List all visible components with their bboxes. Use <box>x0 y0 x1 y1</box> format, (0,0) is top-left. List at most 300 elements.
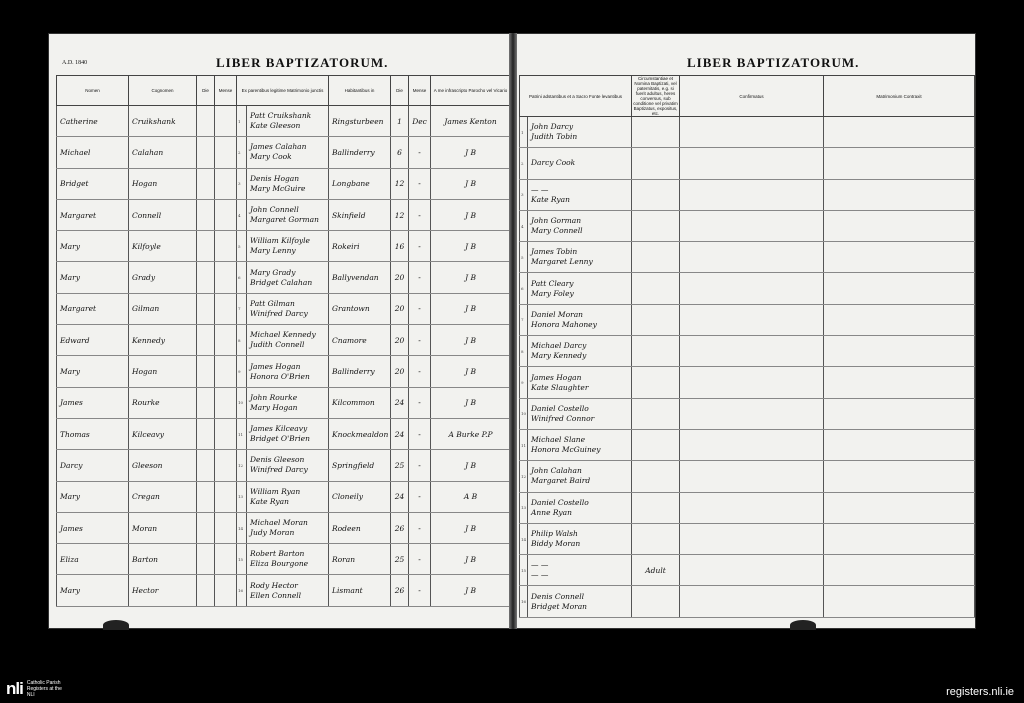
sponsors-names <box>528 523 632 554</box>
marriage <box>824 148 975 179</box>
birth-month <box>215 418 237 449</box>
child-surname: Barton <box>129 544 197 575</box>
entry-number: 5 <box>520 242 528 273</box>
sponsors-names-line-2: Bridget Moran <box>531 601 588 611</box>
baptism-month: - <box>409 231 431 262</box>
residence: Cnamore <box>329 325 391 356</box>
baptism-day: 24 <box>391 481 409 512</box>
baptism-day: 25 <box>391 450 409 481</box>
child-surname: Cruikshank <box>129 106 197 137</box>
table-row <box>520 523 975 554</box>
table-row <box>57 199 511 230</box>
entry-number: 2 <box>237 137 247 168</box>
table-row <box>520 273 975 304</box>
parents-names-line-2: Margaret Gorman <box>250 215 319 225</box>
baptizing-priest: J B <box>431 356 511 387</box>
parents-names-line-2: Honora O'Brien <box>250 371 310 381</box>
parents-names <box>247 325 329 356</box>
child-first-name: Mary <box>57 231 129 262</box>
parents-names-line-2: Bridget Calahan <box>250 277 313 287</box>
book-spine <box>509 33 517 629</box>
header-a-me: A me infrascripto Parocho vel Vicario <box>431 76 511 106</box>
child-first-name: Eliza <box>57 544 129 575</box>
parents-names <box>247 168 329 199</box>
marriage <box>824 429 975 460</box>
sponsors-names <box>528 367 632 398</box>
parents-names-line-2: Kate Gleeson <box>250 121 301 131</box>
table-row <box>520 429 975 460</box>
residence: Rokeiri <box>329 231 391 262</box>
binding-ring <box>790 620 816 630</box>
child-first-name: Bridget <box>57 168 129 199</box>
baptizing-priest: J B <box>431 512 511 543</box>
entry-number: 8 <box>520 336 528 367</box>
baptizing-priest: J B <box>431 137 511 168</box>
parents-names-line-2: Ellen Connell <box>250 590 302 600</box>
baptism-month: - <box>409 262 431 293</box>
sponsors-names-line-2: Anne Ryan <box>531 507 572 517</box>
birth-month <box>215 293 237 324</box>
child-surname: Hogan <box>129 168 197 199</box>
birth-day <box>197 544 215 575</box>
sponsors-names-line-1: John Calahan <box>531 466 582 476</box>
table-row <box>520 242 975 273</box>
birth-day <box>197 356 215 387</box>
baptism-day: 20 <box>391 325 409 356</box>
right-rows <box>520 117 975 618</box>
baptizing-priest: J B <box>431 293 511 324</box>
parents-names-line-2: Kate Ryan <box>250 496 289 506</box>
sponsors-names-line-2: Mary Kennedy <box>531 351 587 361</box>
entry-number: 11 <box>237 418 247 449</box>
circumstances <box>632 179 680 210</box>
parents-names-line-1: Michael Moran <box>250 518 308 527</box>
left-rows <box>57 106 511 607</box>
sponsors-names <box>528 429 632 460</box>
left-register-page <box>48 33 513 629</box>
parents-names-line-2: Mary Cook <box>250 152 292 162</box>
table-row <box>57 575 511 606</box>
entry-number: 10 <box>237 387 247 418</box>
birth-day <box>197 575 215 606</box>
entry-number: 9 <box>520 367 528 398</box>
circumstances <box>632 242 680 273</box>
confirmation <box>680 429 824 460</box>
residence: Springfield <box>329 450 391 481</box>
residence: Cloneily <box>329 481 391 512</box>
parents-names-line-1: James Calahan <box>250 142 307 152</box>
child-surname: Kilfoyle <box>129 231 197 262</box>
baptism-month: - <box>409 293 431 324</box>
table-row <box>57 293 511 324</box>
residence: Ballyvendan <box>329 262 391 293</box>
parents-names-line-2: Bridget O'Brien <box>250 434 310 444</box>
sponsors-names-line-1: James Tobin <box>531 247 578 257</box>
parents-names <box>247 481 329 512</box>
marriage <box>824 242 975 273</box>
parents-names <box>247 575 329 606</box>
entry-number: 1 <box>237 106 247 137</box>
entry-number: 11 <box>520 429 528 460</box>
parents-names <box>247 199 329 230</box>
entry-number: 16 <box>520 586 528 617</box>
baptism-day: 12 <box>391 168 409 199</box>
birth-month <box>215 481 237 512</box>
baptism-month: - <box>409 418 431 449</box>
confirmation <box>680 148 824 179</box>
sponsors-names-line-2: Mary Connell <box>531 226 583 236</box>
table-row <box>520 148 975 179</box>
circumstances <box>632 523 680 554</box>
table-row <box>57 512 511 543</box>
residence: Rodeen <box>329 512 391 543</box>
confirmation <box>680 117 824 148</box>
marriage <box>824 336 975 367</box>
child-surname: Kilceavy <box>129 418 197 449</box>
binding-ring <box>103 620 129 630</box>
table-row <box>57 325 511 356</box>
entry-number: 1 <box>520 117 528 148</box>
confirmation <box>680 492 824 523</box>
entry-number: 10 <box>520 398 528 429</box>
entry-number: 16 <box>237 575 247 606</box>
sponsors-names-line-1: Denis Connell <box>531 591 585 601</box>
entry-number: 9 <box>237 356 247 387</box>
header-natus-mense: Mense <box>215 76 237 106</box>
sponsors-names <box>528 179 632 210</box>
sponsors-names-line-1: Philip Walsh <box>531 529 578 538</box>
baptism-month: Dec <box>409 106 431 137</box>
header-habitantibus: Habitantibus in <box>329 76 391 106</box>
entry-number: 14 <box>520 523 528 554</box>
header-matrimonium: Matrimonium Contraxit <box>824 76 975 117</box>
confirmation <box>680 367 824 398</box>
table-row <box>520 367 975 398</box>
table-row <box>520 179 975 210</box>
child-first-name: James <box>57 512 129 543</box>
table-row <box>57 137 511 168</box>
sponsors-names-line-2: Honora Mahoney <box>531 319 597 329</box>
child-first-name: James <box>57 387 129 418</box>
circumstances <box>632 398 680 429</box>
entry-number: 3 <box>520 179 528 210</box>
site-link[interactable]: registers.nli.ie <box>946 686 1014 698</box>
sponsors-names-line-2: Kate Slaughter <box>531 382 589 392</box>
left-page-title: LIBER BAPTIZATORUM. <box>216 55 389 70</box>
baptizing-priest: A Burke P.P <box>431 418 511 449</box>
marriage <box>824 179 975 210</box>
marriage <box>824 586 975 617</box>
header-ritu-mense: Mense <box>409 76 431 106</box>
circumstances <box>632 148 680 179</box>
parents-names <box>247 450 329 481</box>
parents-names <box>247 293 329 324</box>
circumstances <box>632 304 680 335</box>
confirmation <box>680 336 824 367</box>
circumstances: Adult <box>632 555 680 586</box>
entry-number: 12 <box>237 450 247 481</box>
circumstances <box>632 461 680 492</box>
header-natus-die: Die <box>197 76 215 106</box>
parents-names-line-2: Mary McGuire <box>250 183 306 193</box>
entry-number: 6 <box>237 262 247 293</box>
baptism-month: - <box>409 168 431 199</box>
header-ritu-die: Die <box>391 76 409 106</box>
parents-names <box>247 137 329 168</box>
confirmation <box>680 273 824 304</box>
entry-number: 7 <box>237 293 247 324</box>
baptism-month: - <box>409 199 431 230</box>
baptism-day: 6 <box>391 137 409 168</box>
child-surname: Calahan <box>129 137 197 168</box>
entry-number: 5 <box>237 231 247 262</box>
year-label: A.D. 1840 <box>62 60 88 66</box>
baptism-month: - <box>409 356 431 387</box>
sponsors-names-line-1: Darcy Cook <box>531 158 576 168</box>
parents-names <box>247 418 329 449</box>
entry-number: 12 <box>520 461 528 492</box>
parents-names-line-2: Judy Moran <box>250 528 295 537</box>
birth-month <box>215 262 237 293</box>
child-surname: Grady <box>129 262 197 293</box>
table-row <box>520 555 975 586</box>
baptizing-priest: A B <box>431 481 511 512</box>
marriage <box>824 461 975 492</box>
baptism-register-table <box>56 75 511 607</box>
residence: Ringsturbeen <box>329 106 391 137</box>
entry-number: 3 <box>237 168 247 199</box>
sponsors-names-line-1: — — <box>531 184 549 194</box>
parents-names-line-2: Winifred Darcy <box>250 465 308 475</box>
confirmation <box>680 523 824 554</box>
sponsors-names-line-1: Daniel Moran <box>531 309 584 319</box>
table-row <box>520 461 975 492</box>
right-page-title: LIBER BAPTIZATORUM. <box>687 55 860 70</box>
header-confirmatus: Confirmatus <box>680 76 824 117</box>
sponsors-names-line-1: Daniel Costello <box>531 497 589 507</box>
entry-number: 7 <box>520 304 528 335</box>
child-surname: Rourke <box>129 387 197 418</box>
parents-names-line-1: Mary Grady <box>250 267 296 277</box>
sponsors-table <box>519 75 975 618</box>
parents-names-line-2: Eliza Bourgone <box>250 559 309 569</box>
baptizing-priest: J B <box>431 450 511 481</box>
table-row <box>520 336 975 367</box>
marriage <box>824 117 975 148</box>
birth-day <box>197 106 215 137</box>
birth-day <box>197 199 215 230</box>
residence: Ballinderry <box>329 356 391 387</box>
sponsors-names-line-1: — — <box>531 560 549 570</box>
residence: Longbane <box>329 168 391 199</box>
header-patrini: Patrini adstantibus et a Sacro Fonte levantibus <box>520 76 632 117</box>
baptism-month: - <box>409 450 431 481</box>
parents-names-line-1: John Connell <box>250 205 299 215</box>
child-first-name: Margaret <box>57 293 129 324</box>
child-surname: Cregan <box>129 481 197 512</box>
table-row <box>57 106 511 137</box>
confirmation <box>680 461 824 492</box>
child-first-name: Mary <box>57 481 129 512</box>
birth-month <box>215 356 237 387</box>
birth-month <box>215 450 237 481</box>
sponsors-names-line-2: Honora McGuiney <box>531 445 601 455</box>
confirmation <box>680 586 824 617</box>
entry-number: 4 <box>520 210 528 241</box>
circumstances <box>632 273 680 304</box>
circumstances <box>632 429 680 460</box>
birth-day <box>197 168 215 199</box>
child-surname: Hector <box>129 575 197 606</box>
parents-names-line-1: William Ryan <box>250 486 301 496</box>
baptism-month: - <box>409 575 431 606</box>
birth-month <box>215 168 237 199</box>
baptizing-priest: J B <box>431 544 511 575</box>
parents-names-line-2: Judith Connell <box>250 340 305 350</box>
child-first-name: Darcy <box>57 450 129 481</box>
circumstances <box>632 492 680 523</box>
marriage <box>824 555 975 586</box>
baptism-month: - <box>409 481 431 512</box>
parents-names-line-1: Robert Barton <box>250 549 305 559</box>
confirmation <box>680 398 824 429</box>
sponsors-names <box>528 273 632 304</box>
baptism-month: - <box>409 544 431 575</box>
baptism-day: 24 <box>391 418 409 449</box>
circumstances <box>632 117 680 148</box>
child-surname: Gilman <box>129 293 197 324</box>
birth-day <box>197 325 215 356</box>
child-first-name: Thomas <box>57 418 129 449</box>
residence: Knockmealdon <box>329 418 391 449</box>
confirmation <box>680 555 824 586</box>
circumstances <box>632 586 680 617</box>
sponsors-names-line-1: Daniel Costello <box>531 403 589 413</box>
baptizing-priest: J B <box>431 325 511 356</box>
baptizing-priest: J B <box>431 387 511 418</box>
table-row <box>57 418 511 449</box>
entry-number: 14 <box>237 512 247 543</box>
baptizing-priest: J B <box>431 168 511 199</box>
parents-names <box>247 356 329 387</box>
baptism-day: 20 <box>391 262 409 293</box>
parents-names-line-1: William Kilfoyle <box>250 236 310 246</box>
table-row <box>57 231 511 262</box>
marriage <box>824 304 975 335</box>
child-first-name: Edward <box>57 325 129 356</box>
baptism-day: 16 <box>391 231 409 262</box>
sponsors-names-line-2: — — <box>531 570 549 580</box>
residence: Lismant <box>329 575 391 606</box>
sponsors-names-line-1: Patt Cleary <box>531 278 574 288</box>
sponsors-names <box>528 117 632 148</box>
marriage <box>824 492 975 523</box>
baptism-day: 26 <box>391 575 409 606</box>
sponsors-names-line-2: Mary Foley <box>531 288 574 298</box>
table-row <box>520 117 975 148</box>
birth-month <box>215 544 237 575</box>
parents-names-line-2: Mary Hogan <box>250 402 298 412</box>
table-row <box>57 387 511 418</box>
birth-month <box>215 575 237 606</box>
table-row <box>57 356 511 387</box>
birth-day <box>197 512 215 543</box>
birth-month <box>215 512 237 543</box>
parents-names-line-1: Rody Hector <box>250 580 298 590</box>
marriage <box>824 367 975 398</box>
marriage <box>824 523 975 554</box>
table-row <box>520 586 975 617</box>
birth-day <box>197 418 215 449</box>
parents-names <box>247 387 329 418</box>
birth-month <box>215 387 237 418</box>
sponsors-names-line-1: John Darcy <box>531 122 574 132</box>
header-circumstantiae: Circumstantiae et Nomina Baptizati, vel paternitatis, e.g. si fuerit adultus, heres conversus, sub conditione vel privatim Baptizatus, expositus, etc. <box>633 76 678 116</box>
table-row <box>57 262 511 293</box>
baptism-day: 26 <box>391 512 409 543</box>
entry-number: 13 <box>520 492 528 523</box>
birth-month <box>215 325 237 356</box>
right-register-page <box>513 33 976 629</box>
marriage <box>824 398 975 429</box>
baptism-day: 1 <box>391 106 409 137</box>
sponsors-names-line-2: Winifred Connor <box>531 413 595 423</box>
child-first-name: Margaret <box>57 199 129 230</box>
sponsors-names <box>528 555 632 586</box>
baptism-day: 24 <box>391 387 409 418</box>
parents-names <box>247 231 329 262</box>
sponsors-names <box>528 492 632 523</box>
birth-day <box>197 137 215 168</box>
confirmation <box>680 242 824 273</box>
baptizing-priest: J B <box>431 575 511 606</box>
confirmation <box>680 304 824 335</box>
parents-names-line-1: Patt Gilman <box>250 298 295 308</box>
entry-number: 15 <box>237 544 247 575</box>
baptism-day: 20 <box>391 293 409 324</box>
sponsors-names <box>528 210 632 241</box>
table-row <box>520 304 975 335</box>
parents-names-line-1: Patt Cruikshank <box>250 111 312 121</box>
child-first-name: Michael <box>57 137 129 168</box>
child-surname: Gleeson <box>129 450 197 481</box>
nli-brand[interactable] <box>6 679 67 699</box>
baptizing-priest: J B <box>431 231 511 262</box>
child-first-name: Mary <box>57 262 129 293</box>
sponsors-names-line-2: Kate Ryan <box>531 194 570 204</box>
nli-subtitle: Catholic Parish Registers at the NLI <box>26 680 62 698</box>
sponsors-names <box>528 586 632 617</box>
residence: Roran <box>329 544 391 575</box>
entry-number: 8 <box>237 325 247 356</box>
sponsors-names-line-2: Biddy Moran <box>531 539 581 548</box>
table-row <box>57 450 511 481</box>
baptism-month: - <box>409 387 431 418</box>
entry-number: 15 <box>520 555 528 586</box>
marriage <box>824 210 975 241</box>
birth-day <box>197 481 215 512</box>
parents-names-line-2: Mary Lenny <box>250 246 296 256</box>
sponsors-names <box>528 148 632 179</box>
parents-names-line-1: Denis Hogan <box>250 173 300 183</box>
baptizing-priest: J B <box>431 262 511 293</box>
sponsors-names <box>528 242 632 273</box>
sponsors-names <box>528 304 632 335</box>
nli-logo: nli <box>6 679 23 698</box>
circumstances <box>632 336 680 367</box>
table-row <box>57 544 511 575</box>
baptism-month: - <box>409 512 431 543</box>
